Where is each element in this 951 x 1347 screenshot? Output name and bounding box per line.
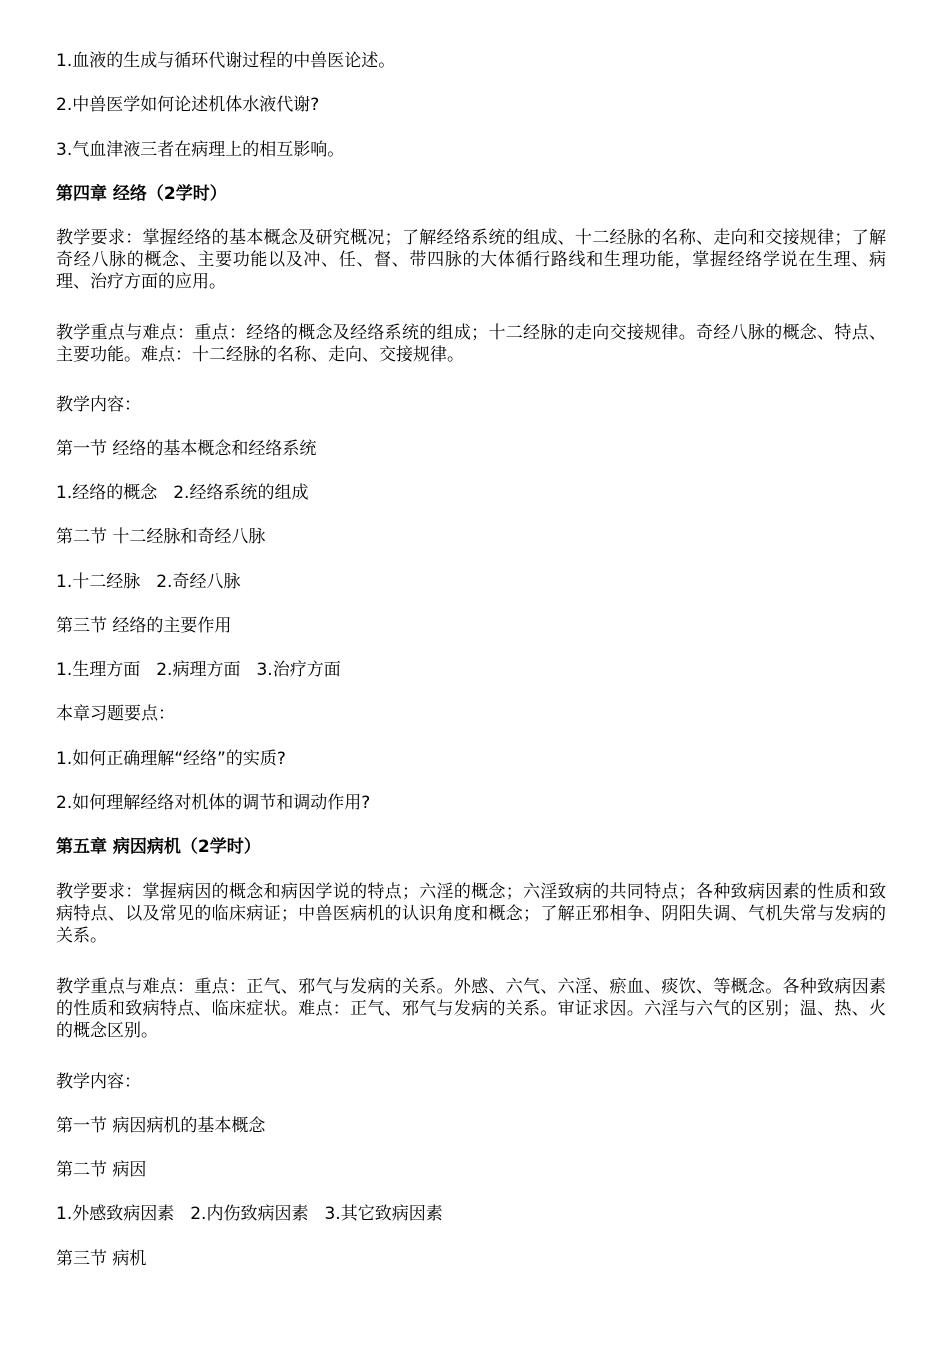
chapter-4-title: 第四章 经络（2学时） (56, 184, 227, 204)
question-3: 3.气血津液三者在病理上的相互影响。 (56, 140, 345, 160)
list-item: 2.奇经八脉 (156, 572, 241, 592)
list-item: 2.经络系统的组成 (173, 483, 309, 503)
list-item: 2.内伤致病因素 (190, 1204, 309, 1224)
chapter-4-content-label: 教学内容： (56, 395, 141, 415)
chapter-5-requirements: 教学要求：掌握病因的概念和病因学说的特点；六淫的概念；六淫致病的共同特点；各种致病因素的性质和致病特点、以及常见的临床病证；中兽医病机的认识角度和概念；了解正邪相争、阴阳失调、气机失常与发病的关系。 (56, 882, 886, 946)
list-item: 3.其它致病因素 (324, 1204, 443, 1224)
chapter-5-section-2-items (56, 1203, 443, 1225)
chapter-4-section-3: 第三节 经络的主要作用 (56, 616, 232, 636)
question-2: 2.中兽医学如何论述机体水液代谢? (56, 95, 320, 115)
chapter-4-section-2: 第二节 十二经脉和奇经八脉 (56, 527, 266, 547)
chapter-4-section-1-items (56, 482, 308, 504)
chapter-5-section-1: 第一节 病因病机的基本概念 (56, 1116, 266, 1136)
chapter-4-section-2-items (56, 571, 240, 593)
chapter-5-content-label: 教学内容： (56, 1072, 141, 1092)
chapter-4-exercise-1: 1.如何正确理解“经络”的实质? (56, 749, 286, 769)
chapter-5-section-3: 第三节 病机 (56, 1249, 147, 1269)
chapter-4-section-1: 第一节 经络的基本概念和经络系统 (56, 439, 317, 459)
chapter-4-section-3-items (56, 659, 341, 681)
chapter-5-section-2: 第二节 病因 (56, 1160, 147, 1180)
chapter-4-exercise-label: 本章习题要点： (56, 704, 175, 724)
list-item: 1.外感致病因素 (56, 1204, 175, 1224)
chapter-5-title: 第五章 病因病机（2学时） (56, 837, 261, 857)
chapter-4-exercise-2: 2.如何理解经络对机体的调节和调动作用? (56, 793, 371, 813)
list-item: 3.治疗方面 (256, 660, 341, 680)
list-item: 1.生理方面 (56, 660, 141, 680)
list-item: 1.十二经脉 (56, 572, 141, 592)
chapter-5-key-points: 教学重点与难点：重点：正气、邪气与发病的关系。外感、六气、六淫、瘀血、痰饮、等概念。各种致病因素的性质和致病特点、临床症状。难点：正气、邪气与发病的关系。审证求因。六淫与六气的区别；温、热、火的概念区别。 (56, 977, 886, 1041)
list-item: 1.经络的概念 (56, 483, 158, 503)
chapter-4-key-points: 教学重点与难点：重点：经络的概念及经络系统的组成；十二经脉的走向交接规律。奇经八脉的概念、特点、主要功能。难点：十二经脉的名称、走向、交接规律。 (56, 323, 886, 365)
question-1: 1.血液的生成与循环代谢过程的中兽医论述。 (56, 51, 396, 71)
chapter-4-requirements: 教学要求：掌握经络的基本概念及研究概况；了解经络系统的组成、十二经脉的名称、走向和交接规律；了解奇经八脉的概念、主要功能以及冲、任、督、带四脉的大体循行路线和生理功能，掌握经络学说在生理、病理、治疗方面的应用。 (56, 228, 886, 292)
list-item: 2.病理方面 (156, 660, 241, 680)
